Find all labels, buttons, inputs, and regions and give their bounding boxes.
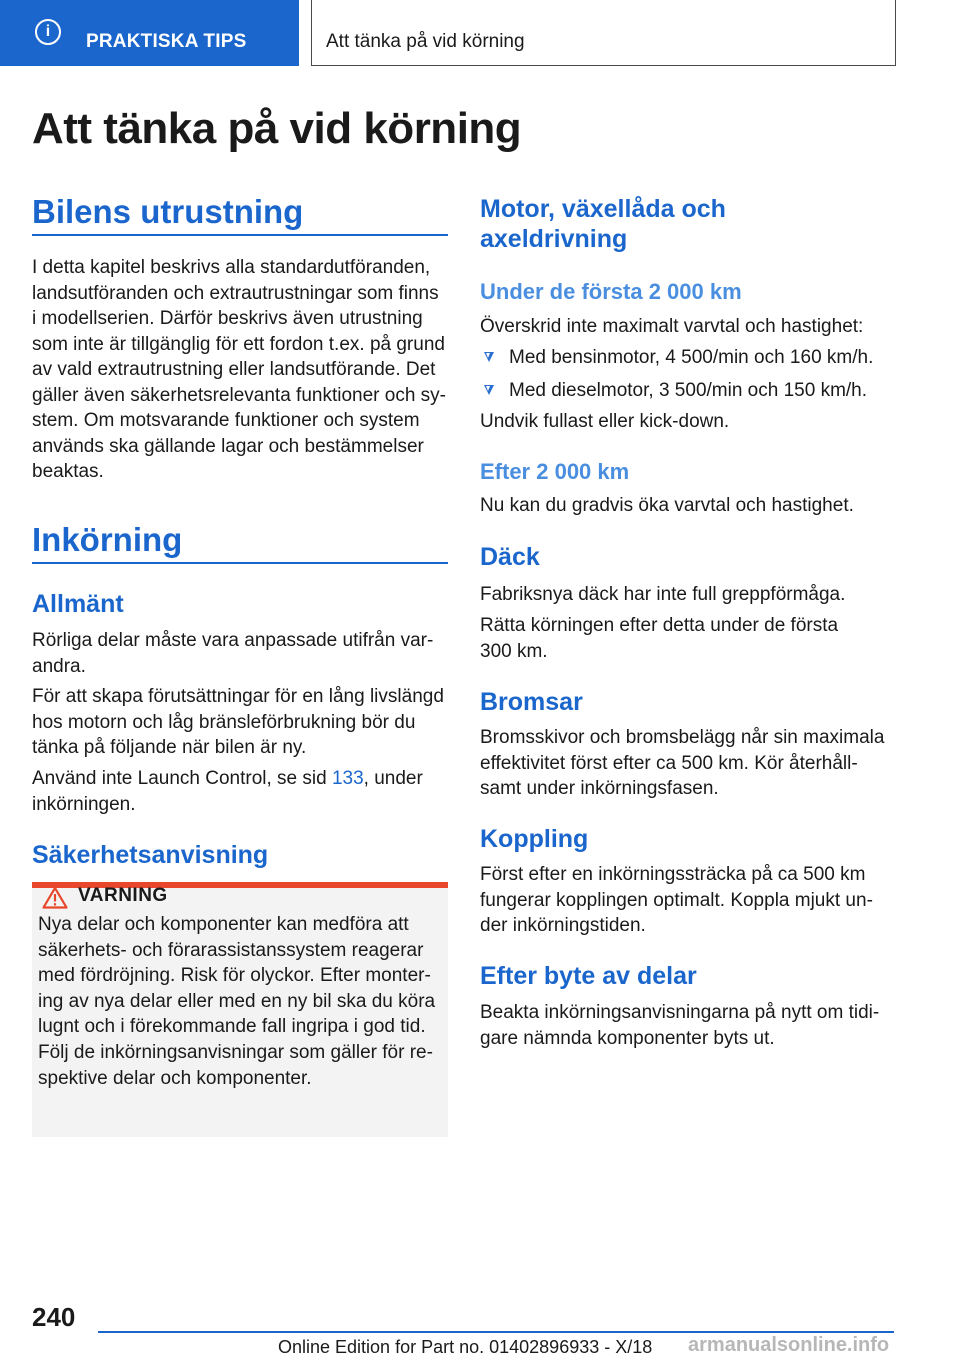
heading-rule-break-in bbox=[32, 562, 448, 564]
page-link-133[interactable]: 133 bbox=[331, 768, 364, 789]
heading-clutch: Koppling bbox=[480, 825, 589, 853]
general-paragraph-3: Använd inte Launch Control, se sid 133, under inkörningen. bbox=[32, 768, 423, 815]
info-icon: i bbox=[35, 19, 61, 45]
heading-tires: Däck bbox=[480, 543, 540, 571]
bullet-gasoline: Med bensinmotor, 4 500/min och 160 km/h. bbox=[509, 347, 874, 368]
tires-paragraph-1: Fabriksnya däck har inte full greppförmåga. bbox=[480, 584, 846, 605]
after-km-text: Nu kan du gradvis öka varvtal och hastighet. bbox=[480, 495, 854, 516]
warning-box bbox=[32, 882, 448, 1137]
footer-watermark: armanualsonline.info bbox=[688, 1334, 890, 1356]
heading-after-km: Efter 2 000 km bbox=[480, 459, 630, 484]
first-km-intro: Överskrid inte maximalt varvtal och hastighet: bbox=[480, 316, 864, 337]
heading-safety: Säkerhetsanvisning bbox=[32, 841, 269, 869]
heading-first-km: Under de första 2 000 km bbox=[480, 279, 742, 304]
equipment-text: I detta kapitel beskrivs alla standardutföranden, landsutföranden och extrautrustningar som finns i modellserien. Därför beskrivs även utrustning som inte är tillgänglig för ett fordon t.ex. på grund av vald extrautrustning eller landsutförande. Det gäller även säkerhetsrelevanta funktioner och sy- stem. Om motsvarande funktioner och system används ska gällande lagar och bestämmelser beaktas. bbox=[32, 257, 447, 482]
after-parts-text: Beakta inkörningsanvisningarna på nytt om tidi- gare nämnda komponenter byts ut. bbox=[480, 1002, 880, 1049]
bullet-diesel: Med dieselmotor, 3 500/min och 150 km/h. bbox=[509, 380, 868, 401]
heading-general: Allmänt bbox=[32, 590, 124, 618]
brakes-text: Bromsskivor och bromsbelägg når sin maximala effektivitet först efter ca 500 km. Kör återhåll- samt under inkörningsfasen. bbox=[480, 727, 885, 799]
page-number: 240 bbox=[32, 1302, 76, 1332]
heading-break-in: Inkörning bbox=[32, 521, 183, 558]
bullet-triangle-icon bbox=[484, 385, 494, 395]
section-tab-label: PRAKTISKA TIPS bbox=[86, 31, 247, 52]
heading-after-parts: Efter byte av delar bbox=[480, 962, 697, 990]
general-paragraph-2: För att skapa förutsättningar för en lång livslängd hos motorn och låg bränsleförbrukning bör du tänka på följande när bilen är ny. bbox=[32, 686, 444, 758]
warning-title: VARNING bbox=[78, 885, 168, 906]
heading-rule-equipment bbox=[32, 234, 448, 236]
tires-paragraph-2: Rätta körningen efter detta under de första 300 km. bbox=[480, 615, 839, 662]
footer-rule bbox=[98, 1331, 894, 1333]
first-km-outro: Undvik fullast eller kick-down. bbox=[480, 411, 730, 432]
warning-triangle-icon bbox=[42, 886, 68, 909]
warning-text: Nya delar och komponenter kan medföra att säkerhets- och förarassistanssystem reagerar med fördröjning. Risk för olyckor. Efter monter- ing av nya delar eller med en ny bil ska du köra lugnt och i förekommande fall ingripa i god tid. Följ de inkörningsanvisningar som gäller för re- spektive delar och komponenter. bbox=[38, 914, 436, 1089]
chapter-header-label: Att tänka på vid körning bbox=[326, 31, 525, 52]
general-paragraph-1: Rörliga delar måste vara anpassade utifrån var- andra. bbox=[32, 630, 434, 677]
heading-brakes: Bromsar bbox=[480, 688, 583, 716]
heading-equipment: Bilens utrustning bbox=[32, 193, 304, 230]
heading-engine: Motor, växellåda och axeldrivning bbox=[480, 195, 726, 253]
section-tab[interactable] bbox=[0, 0, 299, 66]
page-title: Att tänka på vid körning bbox=[32, 104, 522, 153]
footer-edition: Online Edition for Part no. 01402896933 - X/18 bbox=[278, 1337, 653, 1357]
bullet-triangle-icon bbox=[484, 352, 494, 362]
clutch-text: Först efter en inkörningssträcka på ca 500 km fungerar kopplingen optimalt. Koppla mjukt un- der inkörningstiden. bbox=[480, 864, 873, 936]
